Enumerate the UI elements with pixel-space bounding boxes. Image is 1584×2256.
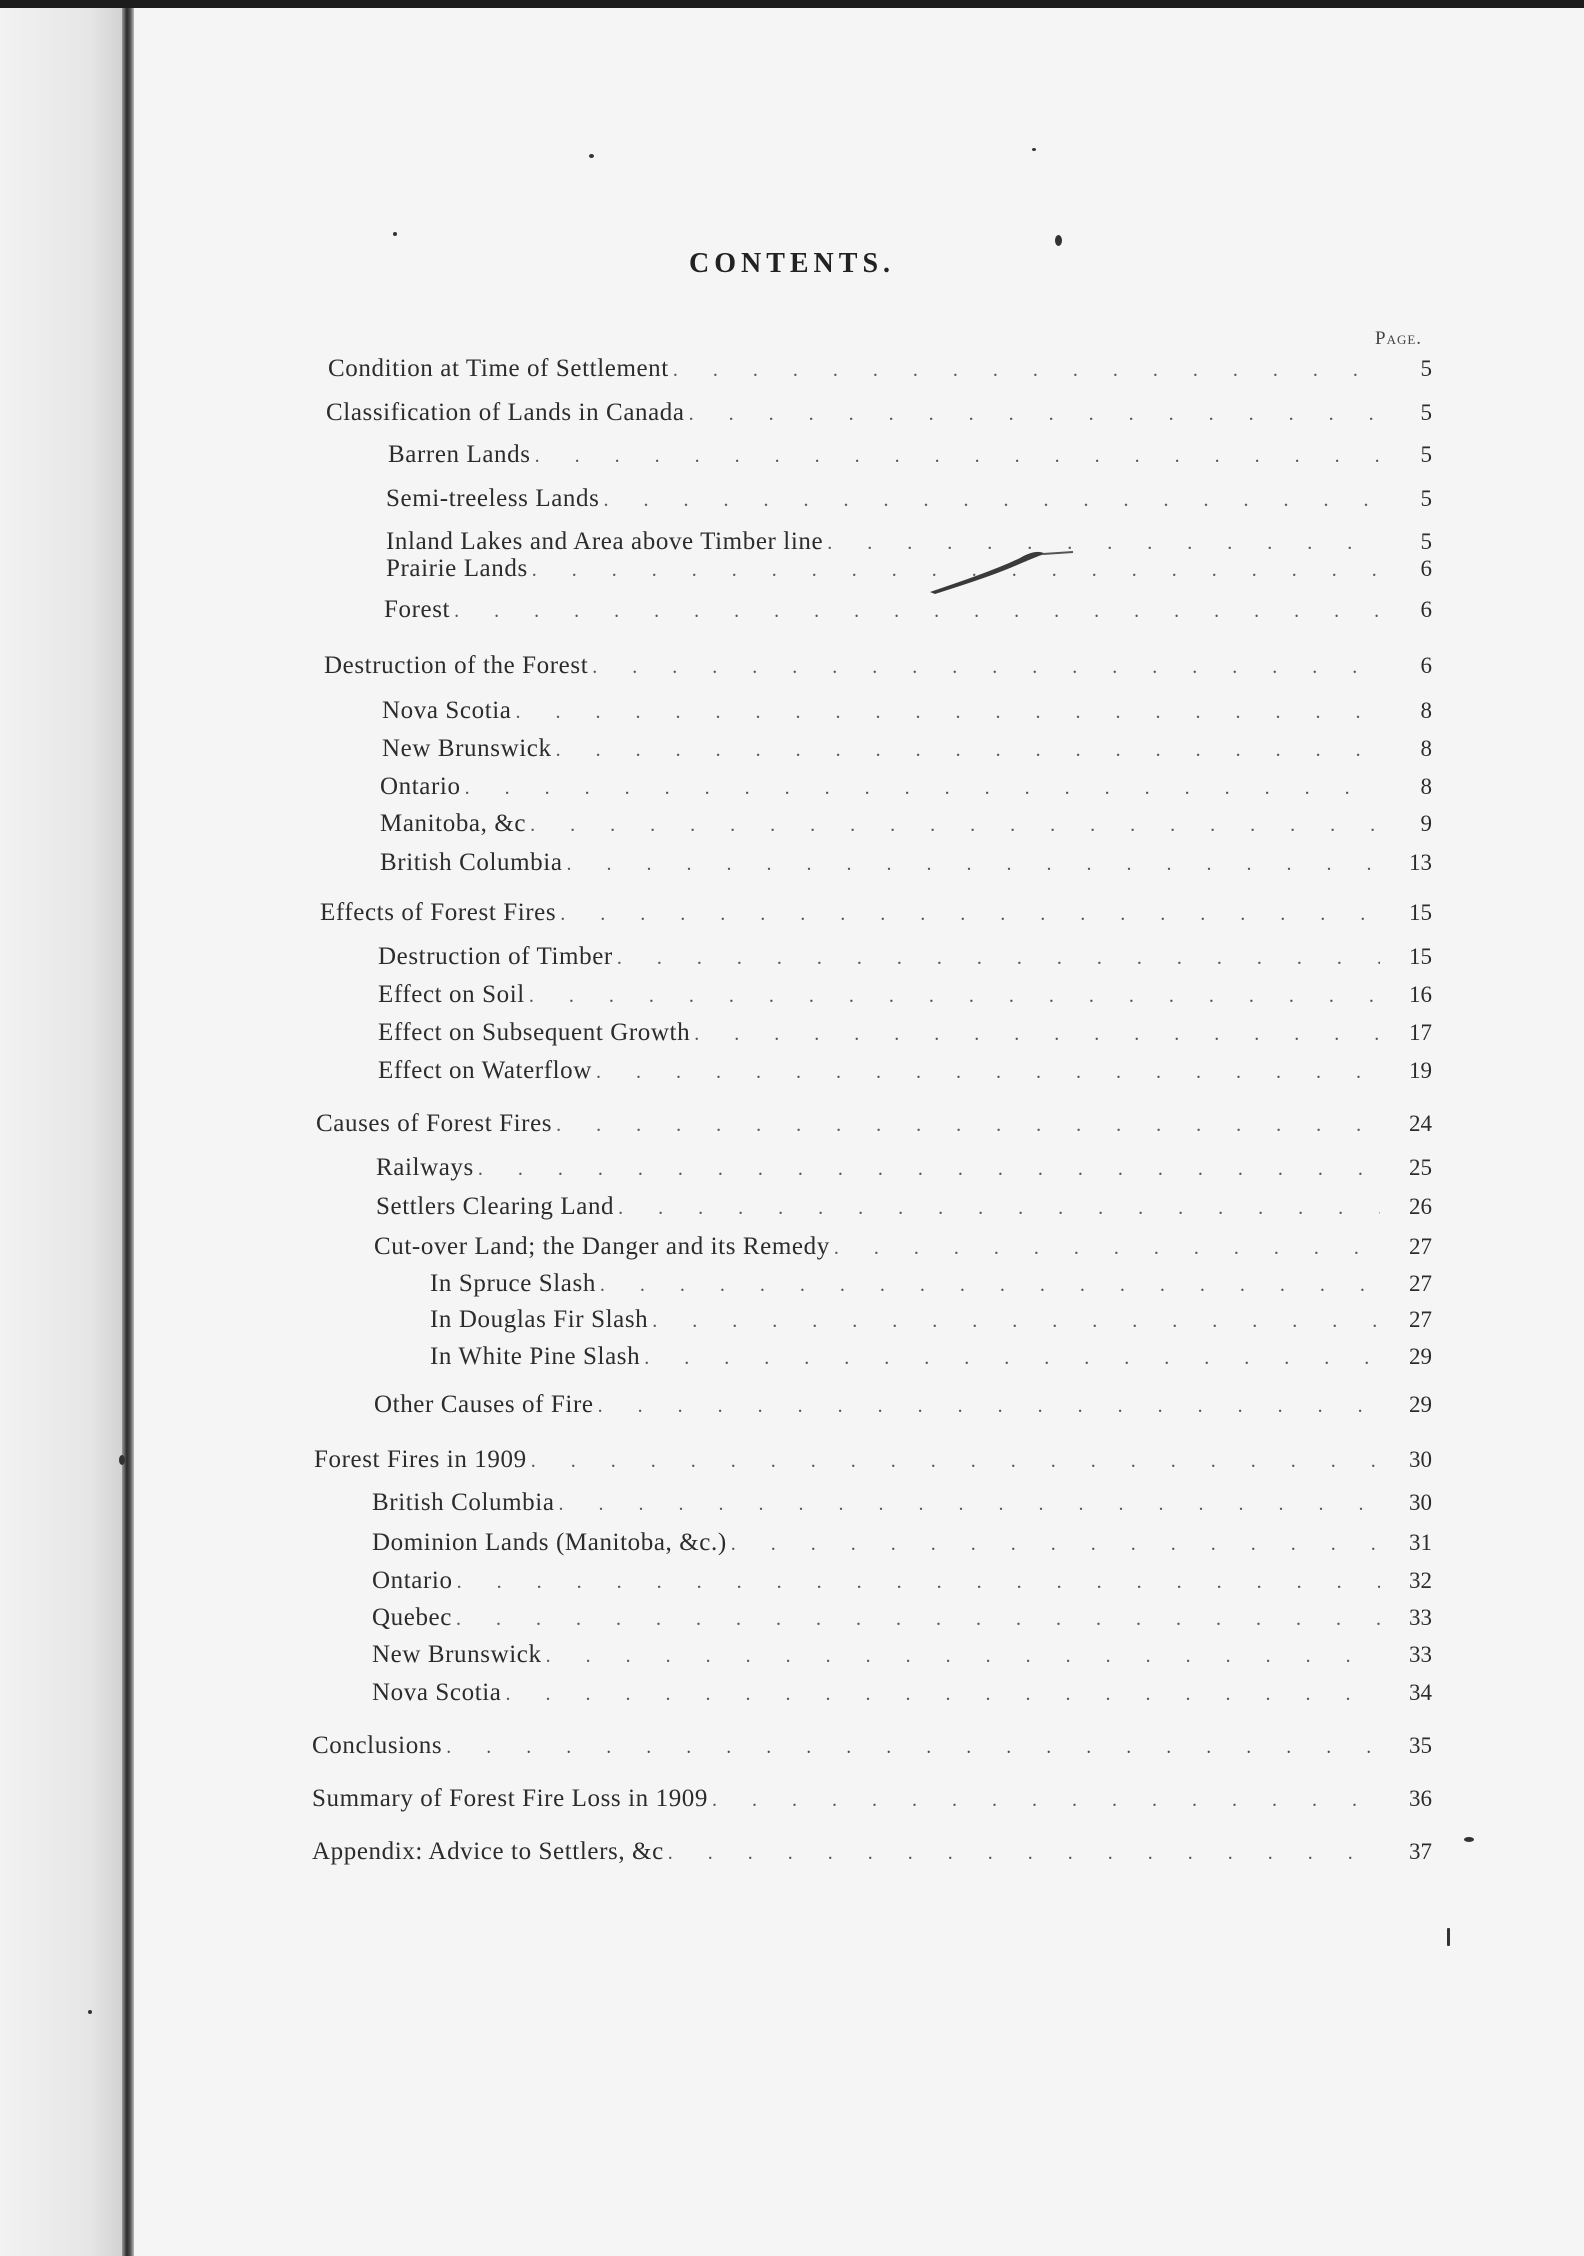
toc-entry-page: 5 bbox=[1420, 356, 1432, 381]
toc-entry[interactable] bbox=[388, 441, 1432, 475]
dot-leader bbox=[673, 359, 1380, 382]
toc-entry-page: 35 bbox=[1409, 1733, 1432, 1758]
toc-entry[interactable] bbox=[430, 1306, 1432, 1340]
toc-entry[interactable] bbox=[314, 1446, 1432, 1480]
dot-leader bbox=[598, 1395, 1380, 1418]
dot-leader bbox=[457, 1571, 1380, 1594]
toc-entry-page: 5 bbox=[1420, 442, 1432, 467]
toc-entry-page: 33 bbox=[1409, 1642, 1432, 1667]
toc-entry-page: 33 bbox=[1409, 1605, 1432, 1630]
toc-entry-page: 32 bbox=[1409, 1568, 1432, 1593]
toc-entry-label: Ontario bbox=[380, 773, 461, 800]
toc-entry-page: 29 bbox=[1409, 1392, 1432, 1417]
toc-entry-label: Ontario bbox=[372, 1567, 453, 1594]
toc-entry-page: 27 bbox=[1409, 1234, 1432, 1259]
toc-entry-label: British Columbia bbox=[380, 849, 563, 876]
toc-entry[interactable] bbox=[384, 596, 1432, 630]
dot-leader bbox=[456, 1608, 1380, 1631]
toc-entry[interactable] bbox=[372, 1529, 1432, 1563]
dot-leader bbox=[559, 1493, 1380, 1516]
toc-entry[interactable] bbox=[372, 1679, 1432, 1713]
toc-entry-label: Nova Scotia bbox=[382, 697, 512, 724]
toc-entry-label: Effects of Forest Fires bbox=[320, 899, 557, 926]
dot-leader bbox=[644, 1347, 1380, 1370]
toc-entry-page: 30 bbox=[1409, 1490, 1432, 1515]
toc-entry-label: Effect on Waterflow bbox=[378, 1057, 592, 1084]
toc-entry-page: 26 bbox=[1409, 1194, 1432, 1219]
toc-entry-label: Settlers Clearing Land bbox=[376, 1193, 615, 1220]
contents-heading: CONTENTS. bbox=[688, 248, 896, 279]
toc-entry[interactable] bbox=[430, 1343, 1432, 1377]
toc-entry-page: 6 bbox=[1420, 653, 1432, 678]
toc-entry[interactable] bbox=[382, 735, 1432, 769]
toc-entry-page: 5 bbox=[1420, 400, 1432, 425]
toc-entry-label: Manitoba, &c bbox=[380, 810, 527, 837]
toc-entry[interactable] bbox=[312, 1785, 1432, 1819]
toc-entry-label: Conclusions bbox=[312, 1732, 443, 1759]
dot-leader bbox=[532, 559, 1380, 582]
dot-leader bbox=[465, 777, 1380, 800]
toc-entry-label: Prairie Lands bbox=[386, 555, 528, 582]
dot-leader bbox=[531, 1450, 1380, 1473]
dot-leader bbox=[546, 1645, 1380, 1668]
toc-entry-label: Semi-treeless Lands bbox=[386, 485, 600, 512]
toc-entry-page: 6 bbox=[1420, 556, 1432, 581]
toc-entry[interactable] bbox=[316, 1110, 1432, 1144]
dot-leader bbox=[603, 489, 1380, 512]
toc-entry[interactable] bbox=[372, 1641, 1432, 1675]
toc-entry-label: British Columbia bbox=[372, 1489, 555, 1516]
dot-leader bbox=[827, 532, 1380, 555]
toc-entry[interactable] bbox=[372, 1567, 1432, 1601]
toc-entry[interactable] bbox=[378, 943, 1432, 977]
toc-entry[interactable] bbox=[380, 773, 1432, 807]
toc-entry-label: In Douglas Fir Slash bbox=[430, 1306, 649, 1333]
toc-entry[interactable] bbox=[376, 1154, 1432, 1188]
toc-entry-page: 13 bbox=[1409, 850, 1432, 875]
toc-entry-label: New Brunswick bbox=[382, 735, 552, 762]
toc-entry[interactable] bbox=[430, 1270, 1432, 1304]
dot-leader bbox=[596, 1061, 1380, 1084]
toc-entry[interactable] bbox=[324, 652, 1432, 686]
toc-entry-label: Dominion Lands (Manitoba, &c.) bbox=[372, 1529, 727, 1556]
toc-entry-label: Quebec bbox=[372, 1604, 452, 1631]
toc-entry[interactable] bbox=[372, 1489, 1432, 1523]
toc-entry-label: Effect on Soil bbox=[378, 981, 525, 1008]
toc-entry-page: 36 bbox=[1409, 1786, 1432, 1811]
toc-entry-page: 5 bbox=[1420, 486, 1432, 511]
toc-entry[interactable] bbox=[382, 697, 1432, 731]
dot-leader bbox=[556, 739, 1380, 762]
toc-entry-label: Cut-over Land; the Danger and its Remedy bbox=[374, 1233, 830, 1260]
toc-entry-page: 15 bbox=[1409, 900, 1432, 925]
toc-entry-label: Destruction of Timber bbox=[378, 943, 613, 970]
toc-entry-page: 8 bbox=[1420, 736, 1432, 761]
toc-entry-page: 25 bbox=[1409, 1155, 1432, 1180]
toc-entry-page: 24 bbox=[1409, 1111, 1432, 1136]
dot-leader bbox=[652, 1310, 1380, 1333]
toc-entry-label: Barren Lands bbox=[388, 441, 531, 468]
dot-leader bbox=[535, 445, 1380, 468]
dot-leader bbox=[617, 947, 1380, 970]
toc-entry[interactable] bbox=[380, 849, 1432, 883]
toc-entry[interactable] bbox=[312, 1732, 1432, 1766]
toc-entry[interactable] bbox=[378, 981, 1432, 1015]
toc-entry-label: Condition at Time of Settlement bbox=[328, 355, 669, 382]
toc-entry-page: 31 bbox=[1409, 1530, 1432, 1555]
toc-entry-label: In Spruce Slash bbox=[430, 1270, 596, 1297]
toc-entry-page: 27 bbox=[1409, 1307, 1432, 1332]
toc-entry-label: Inland Lakes and Area above Timber line bbox=[386, 528, 824, 555]
toc-entry-label: Causes of Forest Fires bbox=[316, 1110, 553, 1137]
dot-leader bbox=[454, 600, 1380, 623]
toc-entry-page: 5 bbox=[1420, 529, 1432, 554]
dot-leader bbox=[516, 701, 1381, 724]
dot-leader bbox=[567, 853, 1380, 876]
toc-entry-page: 8 bbox=[1420, 698, 1432, 723]
toc-entry-label: Classification of Lands in Canada bbox=[326, 399, 685, 426]
dot-leader bbox=[668, 1842, 1380, 1865]
toc-entry[interactable] bbox=[386, 555, 1432, 589]
dot-leader bbox=[556, 1114, 1380, 1137]
toc-entry[interactable] bbox=[328, 355, 1432, 389]
toc-entry-label: Appendix: Advice to Settlers, &c bbox=[312, 1838, 664, 1865]
toc-entry-page: 34 bbox=[1409, 1680, 1432, 1705]
toc-entry[interactable] bbox=[372, 1604, 1432, 1638]
dot-leader bbox=[712, 1789, 1380, 1812]
toc-entry[interactable] bbox=[380, 810, 1432, 844]
toc-entry-page: 29 bbox=[1409, 1344, 1432, 1369]
dot-leader bbox=[689, 403, 1380, 426]
toc-entry-label: Nova Scotia bbox=[372, 1679, 502, 1706]
toc-entry-page: 30 bbox=[1409, 1447, 1432, 1472]
toc-entry[interactable] bbox=[378, 1057, 1432, 1091]
dot-leader bbox=[446, 1736, 1380, 1759]
toc-entry[interactable] bbox=[374, 1233, 1432, 1267]
toc-entry-page: 19 bbox=[1409, 1058, 1432, 1083]
dot-leader bbox=[478, 1158, 1380, 1181]
toc-entry[interactable] bbox=[320, 899, 1432, 933]
toc-entry-label: In White Pine Slash bbox=[430, 1343, 641, 1370]
dot-leader bbox=[530, 814, 1380, 837]
toc-entry-page: 8 bbox=[1420, 774, 1432, 799]
toc-entry[interactable] bbox=[326, 399, 1432, 433]
page-column-label: Page. bbox=[1375, 328, 1423, 349]
dot-leader bbox=[618, 1197, 1380, 1220]
toc-entry[interactable] bbox=[386, 485, 1432, 519]
toc-entry-page: 37 bbox=[1409, 1839, 1432, 1864]
toc-entry-page: 15 bbox=[1409, 944, 1432, 969]
toc-entry-page: 27 bbox=[1409, 1271, 1432, 1296]
dot-leader bbox=[560, 903, 1380, 926]
toc-entry-label: Summary of Forest Fire Loss in 1909 bbox=[312, 1785, 708, 1812]
dot-leader bbox=[506, 1683, 1381, 1706]
dot-leader bbox=[529, 985, 1380, 1008]
toc-entry-label: Destruction of the Forest bbox=[324, 652, 589, 679]
toc-entry-page: 17 bbox=[1409, 1020, 1432, 1045]
toc-entry[interactable] bbox=[378, 1019, 1432, 1053]
toc-entry-label: Other Causes of Fire bbox=[374, 1391, 594, 1418]
toc-entry[interactable] bbox=[312, 1838, 1432, 1872]
toc-entry-label: New Brunswick bbox=[372, 1641, 542, 1668]
toc-entry[interactable] bbox=[374, 1391, 1432, 1425]
toc-entry-label: Railways bbox=[376, 1154, 474, 1181]
toc-entry-label: Effect on Subsequent Growth bbox=[378, 1019, 691, 1046]
toc-entry-label: Forest bbox=[384, 596, 451, 623]
toc-entry-page: 16 bbox=[1409, 982, 1432, 1007]
toc-entry-page: 6 bbox=[1420, 597, 1432, 622]
dot-leader bbox=[694, 1023, 1380, 1046]
toc-entry[interactable] bbox=[376, 1193, 1432, 1227]
toc-entry-page: 9 bbox=[1420, 811, 1432, 836]
dot-leader bbox=[592, 656, 1380, 679]
toc-entry-label: Forest Fires in 1909 bbox=[314, 1446, 527, 1473]
dot-leader bbox=[600, 1274, 1380, 1297]
dot-leader bbox=[834, 1237, 1380, 1260]
dot-leader bbox=[731, 1533, 1380, 1556]
